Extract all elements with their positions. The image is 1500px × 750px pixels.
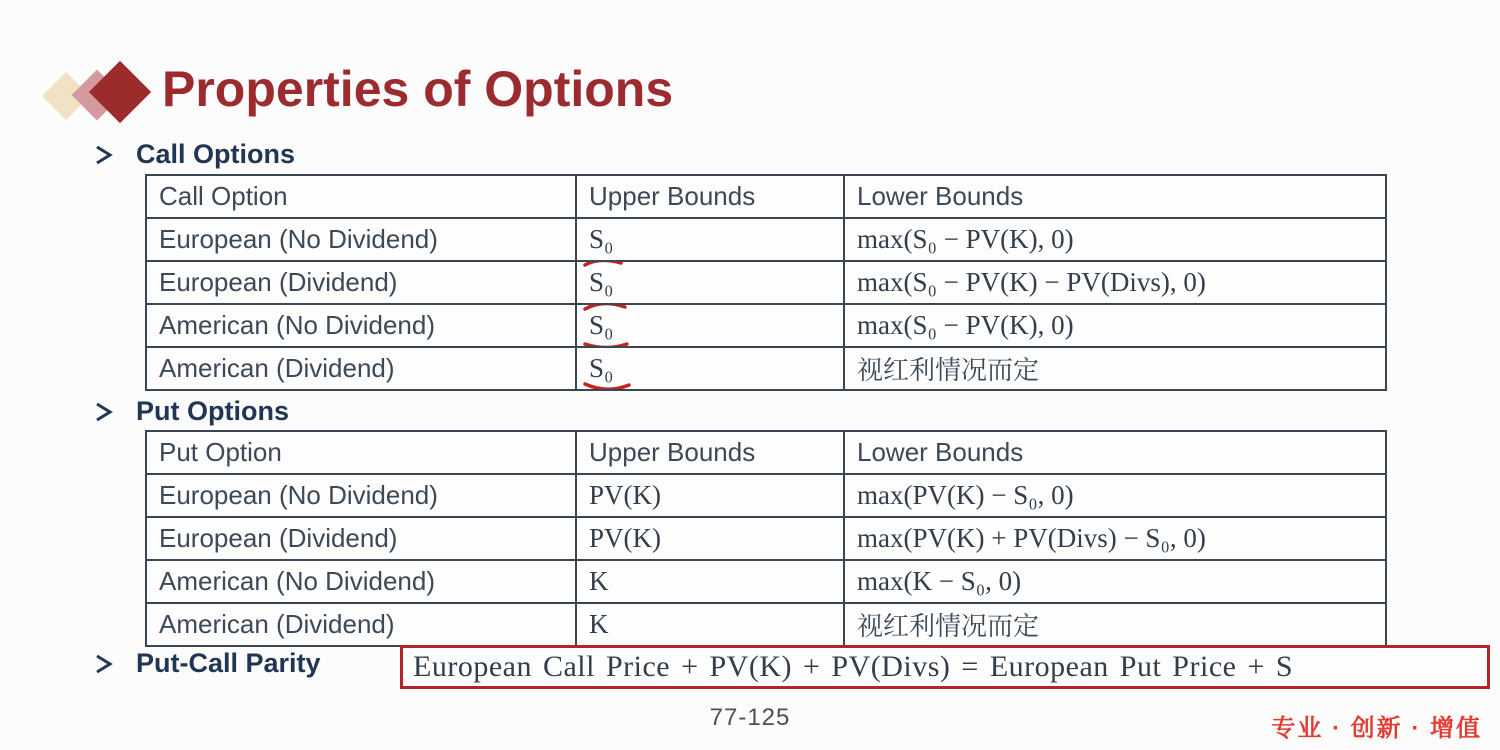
column-header-upper: Upper Bounds	[576, 175, 844, 218]
red-pen-overline-icon	[583, 261, 627, 268]
option-type-cell: European (No Dividend)	[146, 218, 576, 261]
red-pen-underline-icon	[583, 340, 629, 347]
call-options-heading	[94, 139, 295, 170]
column-header-option: Call Option	[146, 175, 576, 218]
red-pen-underline-icon	[583, 381, 631, 390]
option-type-cell: American (Dividend)	[146, 347, 576, 390]
put-options-heading	[94, 396, 289, 427]
lower-bound-cell: max(PV(K) − S₀, 0)	[844, 474, 1386, 517]
option-type-cell: American (No Dividend)	[146, 304, 576, 347]
table-row	[146, 347, 1386, 390]
upper-bound-cell: S₀	[576, 347, 844, 390]
upper-bound-cell: PV(K)	[576, 517, 844, 560]
call-options-table	[145, 174, 1387, 391]
table-row	[146, 218, 1386, 261]
put-call-parity-heading	[94, 648, 321, 679]
option-type-cell: European (Dividend)	[146, 261, 576, 304]
column-header-upper: Upper Bounds	[576, 431, 844, 474]
lower-bound-cell: 视红利情况而定	[844, 603, 1386, 646]
lower-bound-cell: max(S₀ − PV(K), 0)	[844, 304, 1386, 347]
put-options-table	[145, 430, 1387, 647]
upper-bound-cell: PV(K)	[576, 474, 844, 517]
column-header-lower: Lower Bounds	[844, 175, 1386, 218]
upper-bound-cell: K	[576, 603, 844, 646]
upper-bound-cell: S₀	[576, 261, 844, 304]
table-row	[146, 517, 1386, 560]
upper-bound-cell: K	[576, 560, 844, 603]
arrow-bullet-icon	[94, 143, 114, 167]
lower-bound-cell: 视红利情况而定	[844, 347, 1386, 390]
table-row	[146, 603, 1386, 646]
table-row	[146, 304, 1386, 347]
table-header-row	[146, 431, 1386, 474]
lower-bound-cell: max(S₀ − PV(K) − PV(Divs), 0)	[844, 261, 1386, 304]
deco-logo	[0, 0, 180, 140]
lower-bound-cell: max(PV(K) + PV(Divs) − S₀, 0)	[844, 517, 1386, 560]
column-header-lower: Lower Bounds	[844, 431, 1386, 474]
page-number: 77-125	[709, 704, 791, 731]
option-type-cell: American (No Dividend)	[146, 560, 576, 603]
table-row	[146, 474, 1386, 517]
company-motto: 专业 · 创新 · 增值	[1271, 715, 1482, 742]
arrow-bullet-icon	[94, 652, 114, 676]
section-heading-label: Put-Call Parity	[136, 648, 321, 678]
table-row	[146, 261, 1386, 304]
section-heading-label: Put Options	[136, 396, 289, 426]
lower-bound-cell: max(K − S₀, 0)	[844, 560, 1386, 603]
lower-bound-cell: max(S₀ − PV(K), 0)	[844, 218, 1386, 261]
option-type-cell: European (Dividend)	[146, 517, 576, 560]
option-type-cell: American (Dividend)	[146, 603, 576, 646]
table-header-row	[146, 175, 1386, 218]
slide-title: Properties of Options	[162, 61, 674, 117]
parity-formula-box	[400, 645, 1490, 689]
red-pen-overline-icon	[583, 304, 629, 311]
table-row	[146, 560, 1386, 603]
parity-formula: European Call Price + PV(K) + PV(Divs) = European Put Price + S	[413, 650, 1294, 683]
upper-bound-cell: S₀	[576, 304, 844, 347]
option-type-cell: European (No Dividend)	[146, 474, 576, 517]
upper-bound-cell: S₀	[576, 218, 844, 261]
section-heading-label: Call Options	[136, 139, 296, 169]
arrow-bullet-icon	[94, 400, 114, 424]
column-header-option: Put Option	[146, 431, 576, 474]
